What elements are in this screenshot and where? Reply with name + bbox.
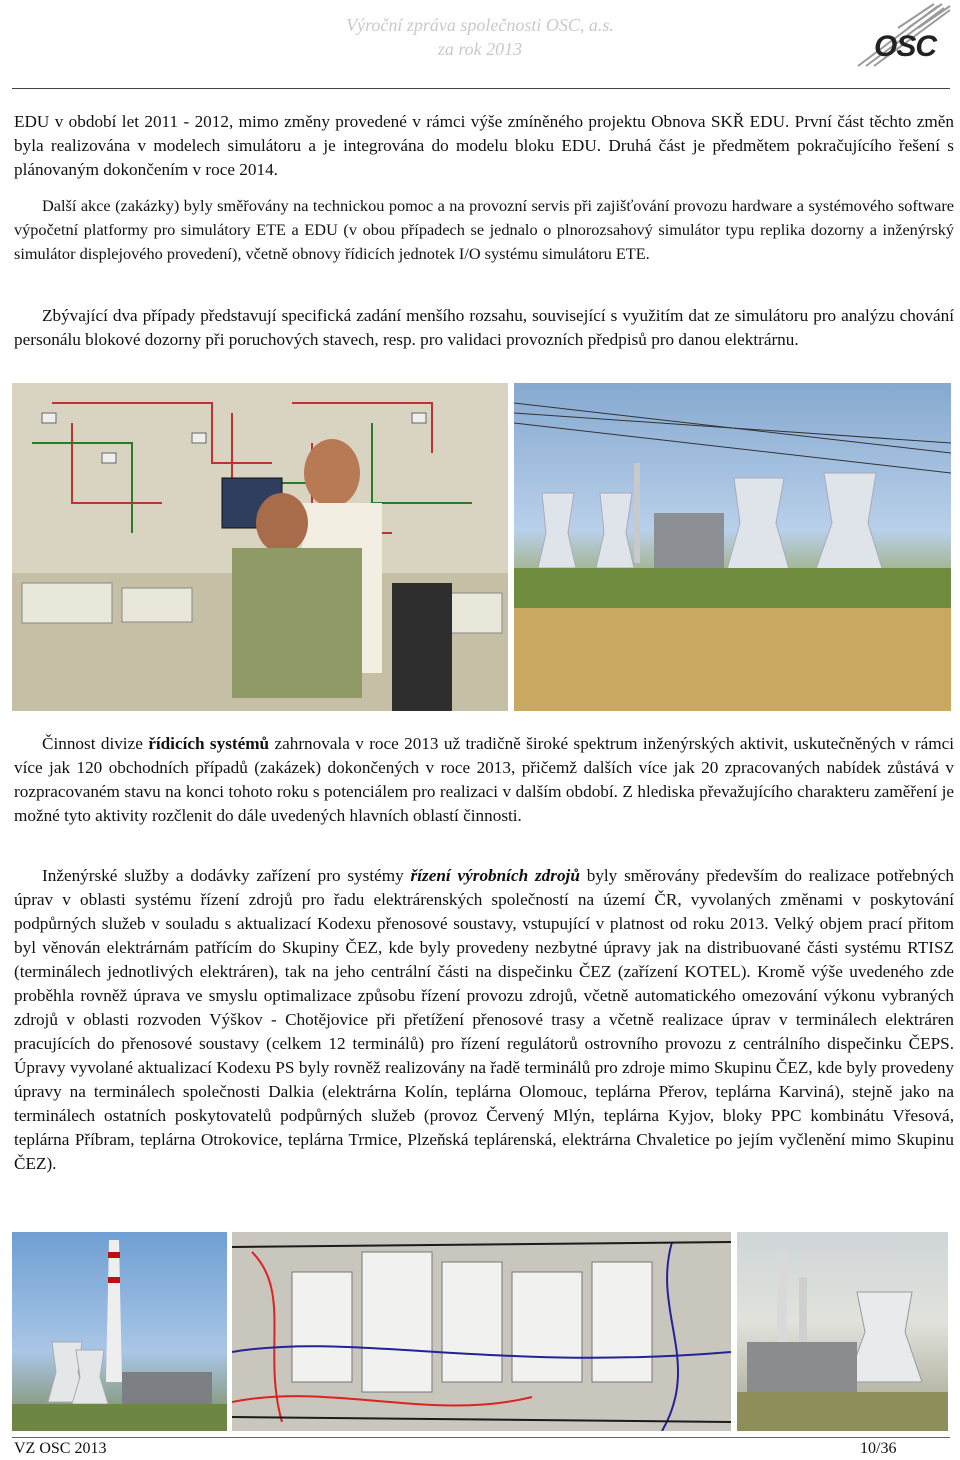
paragraph-remaining-cases: Zbývající dva případy představují specifická zadání menšího rozsahu, související s využitím dat ze simulátoru pro analýzu chování personálu blokové dozorny při poruchových stavech, resp. pro validaci provozních předpisů pro danou elektrárnu. — [14, 306, 954, 349]
page-number: 10/36 — [860, 1440, 897, 1457]
page-header — [0, 0, 960, 90]
paragraph-engineering-services — [14, 864, 954, 1176]
paragraph-edu-changes: EDU v období let 2011 - 2012, mimo změny provedené v rámci výše zmíněného projektu Obnova SKŘ EDU. První část těchto změn byla realizována v modelech simulátoru a je integrována do modelu bloku EDU. Druhá část je předmětem pokračujícího řešení s plánovaným dokončením v roce 2014. — [14, 112, 954, 179]
p4-bold-term: řídicích systémů — [148, 734, 270, 753]
p5-rest-text: byly směrovány především do realizace potřebných úprav v oblasti systému řízení zdrojů pro řadu elektrárenských společností na území ČR, vyvolaných změnami v poskytování podpůrných služeb v souladu s aktualizací Kodexu přenosové soustavy, vstupující v platnost od roku 2013. Velký objem prací přitom byl věnován elektrárnám patřícím do Skupiny ČEZ, kde byly provedeny nezbytné úpravy jak na distribuované části systému RTISZ (terminálech jednotlivých elektráren), tak na jeho centrální části na dispečinku ČEZ (zařízení KOTEL). Kromě výše uvedeného zde proběhla rovněž úprava ve smyslu optimalizace způsobu řízení provozu zdrojů, včetně automatického omezování výkonu vybraných zdrojů v oblasti rozvoden Výškov - Chotějovice při přetížení přenosové trasy a včetně realizace úprav v terminálech elektráren pracujících do přenosové soustavy (celkem 12 terminálů) pro řízení regulátorů ostrovního provozu z centrálního dispečinku ČEPS. Úpravy vyvolané aktualizací Kodexu PS byly rovněž realizovány na řadě terminálů pro zdroje mimo Skupinu ČEZ, kde byly provedeny úpravy na terminálech společnosti Dalkia (elektrárna Kolín, teplárna Olomouc, teplárna Přerov, teplárna Karviná), stejně jako na terminálech ostatních poskytovatelů podpůrných služeb (provoz Červený Mlýn, teplárna Kyjov, bloky PPC kombinátu Vřesová, teplárna Příbram, teplárna Otrokovice, teplárna Trmice, Plzeňská teplárenská, elektrárna Chvaletice po jejím vyčlenění mimo Skupinu ČEZ). — [14, 866, 954, 1173]
report-title: Výroční zpráva společnosti OSC, a.s. — [346, 15, 614, 35]
footer-document-id: VZ OSC 2013 — [14, 1440, 107, 1457]
photo-power-station-chimney — [12, 1232, 227, 1431]
paragraph-control-systems-division — [14, 732, 954, 828]
photo-simulator-control-room — [12, 383, 508, 711]
osc-logo — [838, 2, 956, 72]
paragraph-other-actions: Další akce (zakázky) byly směřovány na technickou pomoc a na provozní servis při zajišťování provozu hardware a systémového software výpočetní platformy pro simulátory ETE a EDU (v obou případech se jednalo o plnorozsahový simulátor typu replika dozorny a inženýrský simulátor displejového provedení), včetně obnovy řídicích jednotek I/O systému simulátoru ETE. — [14, 196, 954, 263]
photo-control-cabinet-wiring — [232, 1232, 731, 1431]
header-divider — [12, 88, 950, 89]
p5-emphasis-term: řízení výrobních zdrojů — [410, 866, 580, 885]
p4-lead-text: Činnost divize — [42, 734, 149, 753]
p4-rest-text: zahrnovala v roce 2013 už tradičně široké spektrum inženýrských aktivit, uskutečněných v rámci více jak 120 obchodních případů (zakázek) dokončených v roce 2013, přičemž dalších více jak 20 zpracovaných nabídek zůstává v rozpracovaném stavu na konci tohoto roku s potenciálem pro realizaci v dalším období. Z hlediska převažujícího charakteru zaměření je možné tyto aktivity rozčlenit do dále uvedených hlavních oblastí činnosti. — [14, 734, 955, 825]
footer-divider — [12, 1437, 950, 1438]
photo-heating-plant — [737, 1232, 948, 1431]
photo-nuclear-plant-cooling-towers — [514, 383, 951, 711]
p5-lead-text: Inženýrské služby a dodávky zařízení pro systémy — [42, 866, 411, 885]
logo-text: OSC — [874, 30, 937, 63]
report-year: za rok 2013 — [437, 39, 523, 59]
